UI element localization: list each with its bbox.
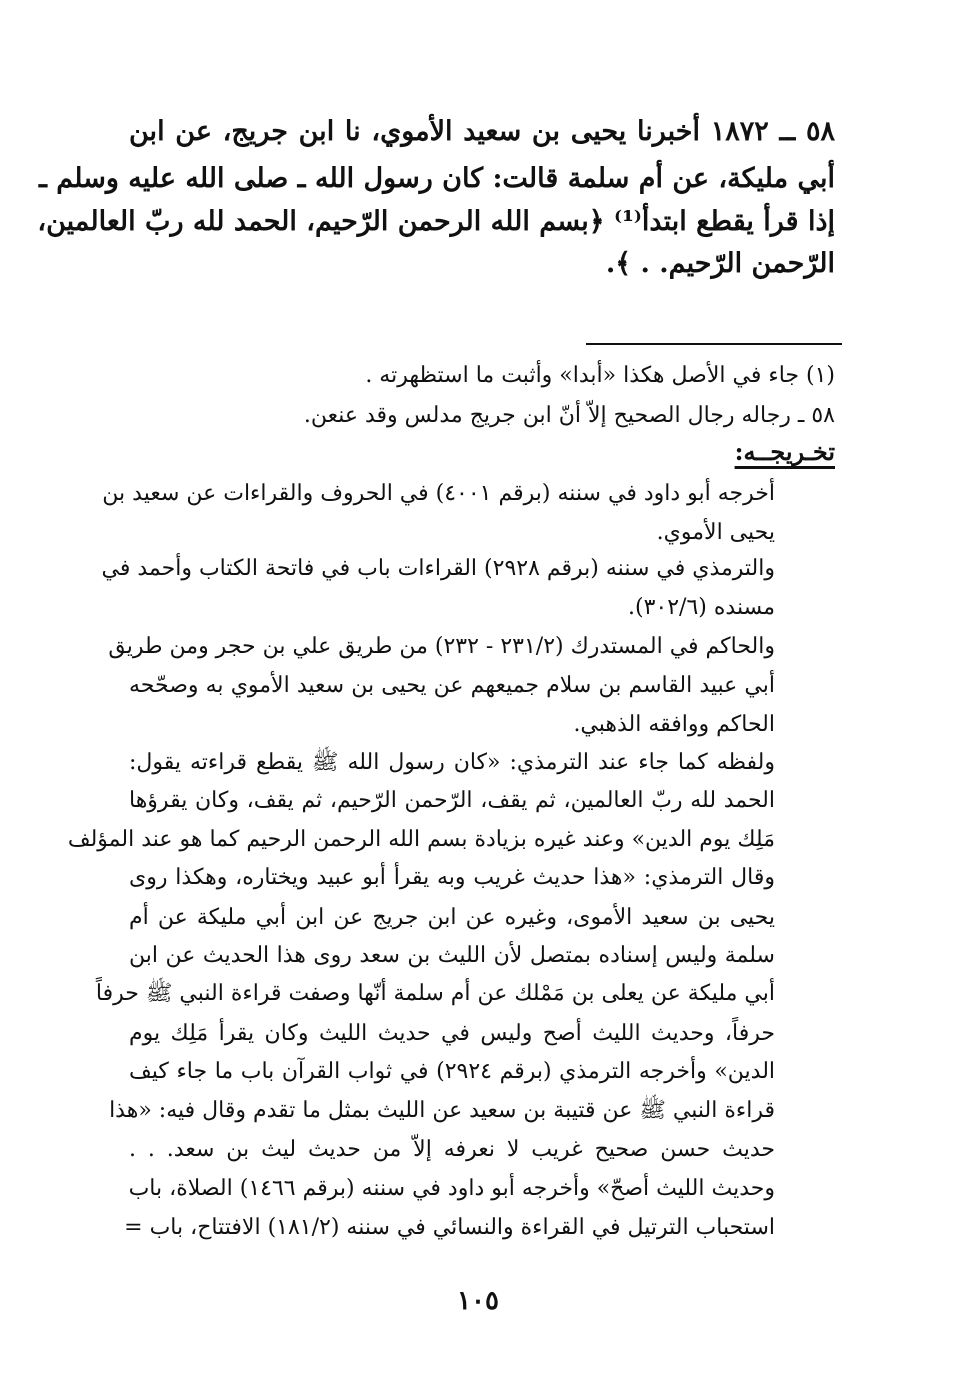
page-number: ١٠٥	[457, 1286, 499, 1316]
footnote-line: (١) جاء في الأصل هكذا «أبدا» وأثبت ما استظهرته .	[365, 363, 835, 388]
takhrij-line: الحمد لله ربّ العالمين، ثم يقف، الرّحمن الرّحيم، ثم يقف، وكان يقرؤها	[129, 788, 775, 813]
takhrij-line: وحديث الليث أصحّ» وأخرجه أبو داود في سننه (برقم ١٤٦٦) الصلاة، باب	[128, 1176, 775, 1201]
takhrij-line: مَلِك يوم الدين» وعند غيره بزيادة بسم الله الرحمن الرحيم كما هو عند المؤلف	[67, 827, 775, 852]
takhrij-heading: تخـريجــه:	[734, 437, 835, 466]
takhrij-line: والحاكم في المستدرك (٢٣١/٢ - ٢٣٢) من طريق علي بن حجر ومن طريق	[108, 634, 775, 659]
takhrij-line: ولفظه كما جاء عند الترمذي: «كان رسول الله ﷺ يقطع قراءته يقول:	[129, 750, 775, 775]
takhrij-line: مسنده (٣٠٢/٦).	[628, 595, 775, 620]
hadith-line: الرّحمن الرّحيم. . ﴾.	[605, 248, 835, 279]
takhrij-line: استحباب الترتيل في القراءة والنسائي في سننه (١٨١/٢) الافتتاح، باب =	[124, 1215, 775, 1240]
takhrij-line: يحيى بن سعيد الأموى، وغيره عن ابن جريج عن ابن أبي مليكة عن أم	[129, 905, 775, 930]
takhrij-line: وقال الترمذي: «هذا حديث غريب وبه يقرأ أبو عبيد ويختاره، وهكذا روى	[129, 865, 775, 890]
takhrij-line: والترمذي في سننه (برقم ٢٩٢٨) القراءات باب في فاتحة الكتاب وأحمد في	[101, 556, 775, 581]
takhrij-line: الدين» وأخرجه الترمذي (برقم ٢٩٢٤) في ثواب القرآن باب ما جاء كيف	[129, 1059, 776, 1084]
hadith-line: إذا قرأ يقطع ابتدأ⁽¹⁾ ﴿بسم الله الرحمن الرّحيم، الحمد لله ربّ العالمين،	[37, 206, 835, 237]
takhrij-line: الحاكم ووافقه الذهبي.	[573, 712, 775, 737]
takhrij-line: سلمة وليس إسناده بمتصل لأن الليث بن سعد روى هذا الحديث عن ابن	[129, 943, 775, 968]
footnote-separator	[586, 343, 842, 345]
takhrij-line: أبي مليكة عن يعلى بن مَمْلك عن أم سلمة أنّها وصفت قراءة النبي ﷺ حرفاً	[95, 981, 775, 1006]
hadith-line: أبي مليكة، عن أم سلمة قالت: كان رسول الله ـ صلى الله عليه وسلم ـ	[39, 163, 835, 194]
footnote-line: ٥٨ ـ رجاله رجال الصحيح إلاّ أنّ ابن جريج مدلس وقد عنعن.	[303, 403, 835, 428]
takhrij-line: قراءة النبي ﷺ عن قتيبة بن سعيد عن الليث بمثل ما تقدم وقال فيه: «هذا	[109, 1098, 775, 1123]
takhrij-line: أخرجه أبو داود في سننه (برقم ٤٠٠١) في الحروف والقراءات عن سعيد بن	[102, 481, 775, 506]
takhrij-line: حديث حسن صحيح غريب لا نعرفه إلاّ من حديث ليث بن سعد. . .	[129, 1137, 775, 1162]
takhrij-line: أبي عبيد القاسم بن سلام جميعهم عن يحيى بن سعيد الأموي به وصحّحه	[129, 673, 775, 698]
takhrij-line: يحيى الأموي.	[656, 520, 775, 545]
takhrij-line: حرفاً، وحديث الليث أصح وليس في حديث الليث وكان يقرأ مَلِك يوم	[129, 1021, 775, 1046]
hadith-line: ٥٨ ــ ١٨٧٢ أخبرنا يحيى بن سعيد الأموي، نا ابن جريج، عن ابن	[129, 116, 836, 147]
